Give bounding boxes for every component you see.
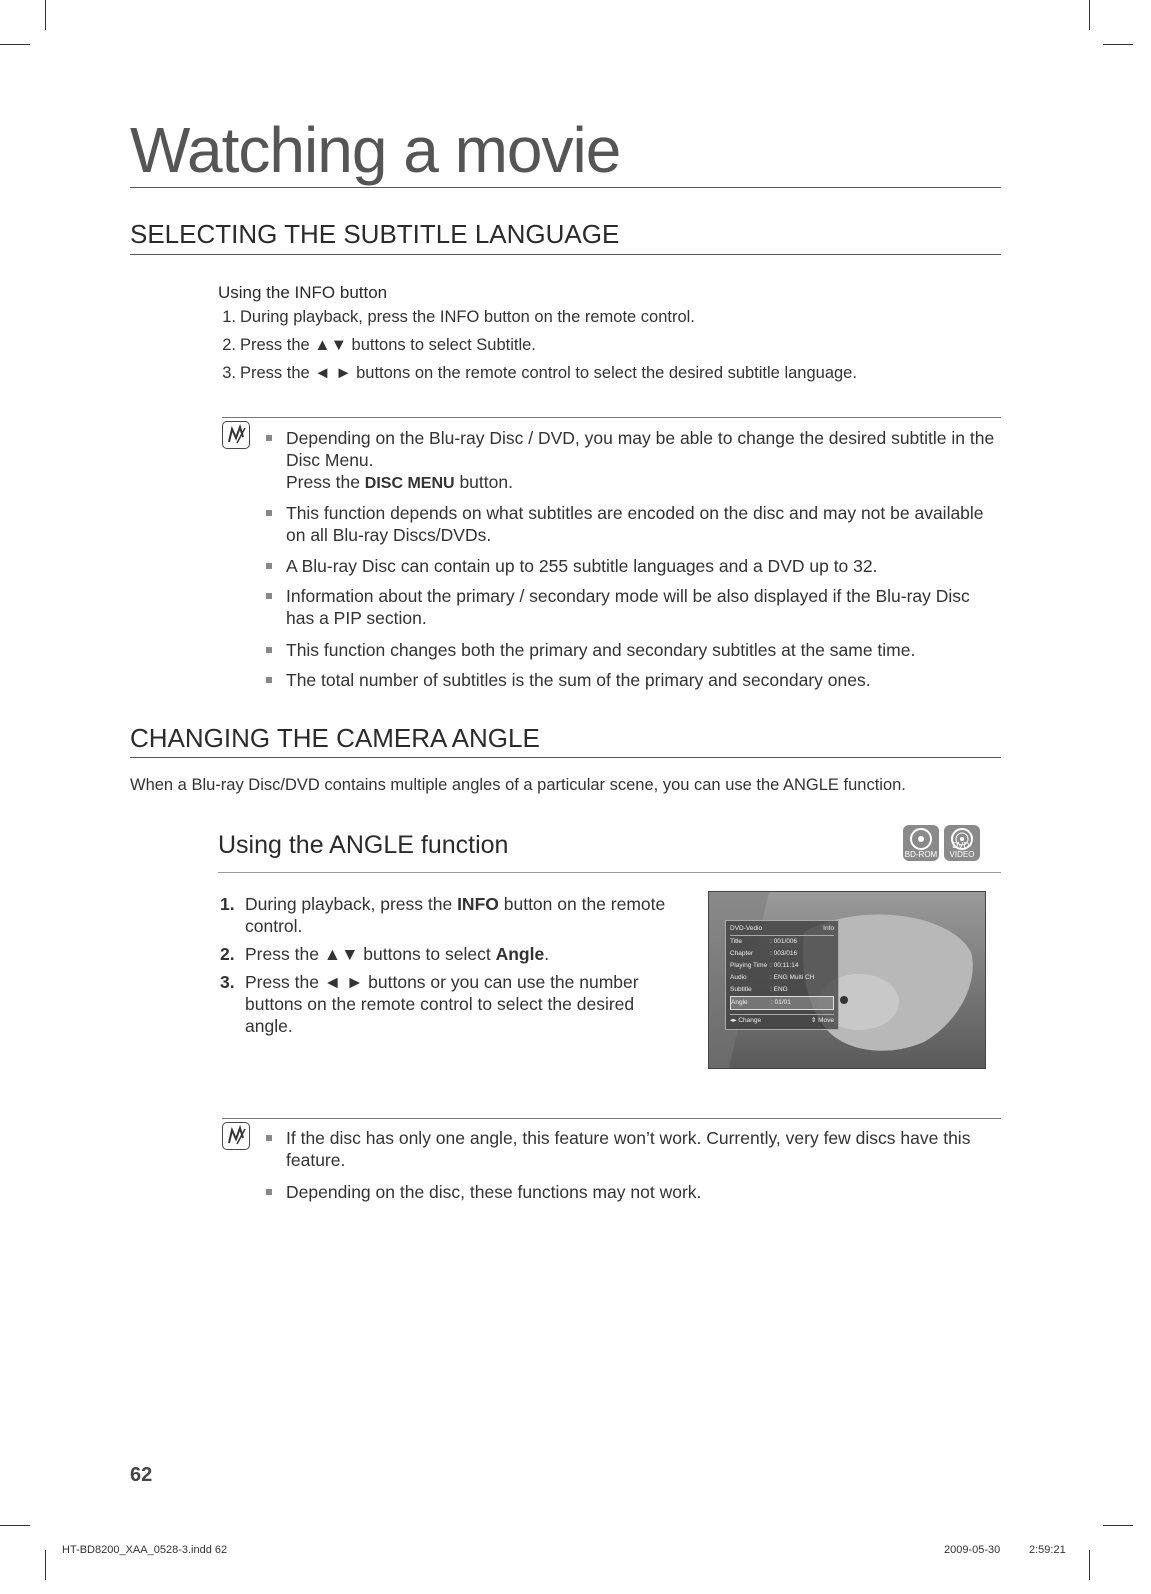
footer-date: 2009-05-30	[944, 1544, 1001, 1556]
note-rule	[222, 417, 1001, 418]
page-number: 62	[130, 1464, 153, 1486]
angle-step-3	[216, 971, 686, 1037]
crop-mark	[1089, 1550, 1090, 1580]
crop-mark	[0, 1525, 30, 1526]
section-heading-subtitle: SELECTING THE SUBTITLE LANGUAGE	[130, 219, 620, 249]
footer-time: 2:59:21	[1029, 1544, 1066, 1556]
osd-key: Chapter	[730, 950, 754, 957]
note-text: The total number of subtitles is the sum of the primary and secondary ones.	[286, 670, 871, 690]
osd-row	[730, 984, 834, 996]
title-rule	[130, 187, 1001, 188]
osd-key: Audio	[730, 974, 747, 981]
osd-row	[730, 972, 834, 984]
note-text: Depending on the disc, these functions may not work.	[286, 1182, 702, 1202]
note-text: Depending on the Blu-ray Disc / DVD, you may be able to change the desired subtitle in the Disc Menu.	[286, 428, 995, 470]
note-item	[262, 555, 1002, 577]
osd-key: Playing Time	[730, 962, 768, 969]
disc-label: BD-ROM	[904, 850, 938, 859]
sub-heading-rule	[218, 872, 1001, 873]
note-extra-suffix: button.	[454, 472, 513, 492]
note-item	[262, 669, 1002, 691]
left-right-arrow-icon: ◂▸	[730, 1017, 739, 1024]
section-rule	[130, 254, 1001, 255]
subtitle-step-3	[214, 363, 857, 384]
crop-mark	[1103, 1525, 1133, 1526]
step-text-pre: Press the ▲▼ buttons to select	[245, 944, 496, 964]
osd-value: : ENG	[770, 986, 788, 993]
note-item	[262, 427, 1002, 495]
note-item	[262, 585, 1002, 629]
note-icon	[222, 1122, 250, 1150]
step-number: 3.	[220, 972, 235, 992]
osd-header-left: DVD-Vedio	[730, 925, 763, 932]
step-number: 2.	[222, 336, 236, 354]
step-text: Press the ◄ ► buttons on the remote control to select the desired subtitle language.	[240, 364, 857, 382]
bullet-square-icon	[266, 563, 272, 569]
step-text-bold: Angle	[495, 944, 545, 964]
crop-mark	[1089, 0, 1090, 30]
osd-key: Angle	[731, 999, 748, 1006]
osd-value: : 003/016	[770, 950, 798, 957]
step-number: 1.	[220, 894, 235, 914]
osd-footer-left-label: Change	[738, 1017, 762, 1024]
angle-step-1	[216, 893, 686, 937]
step-text-bold: INFO	[457, 894, 499, 914]
crop-mark	[0, 44, 30, 45]
note-rule	[222, 1118, 1001, 1119]
osd-row	[730, 960, 834, 972]
dvd-video-disc-icon	[944, 825, 980, 861]
osd-value: : 01/01	[771, 999, 791, 1006]
osd-value: : ENG Multi CH	[770, 974, 815, 981]
note-extra-prefix: Press the	[286, 472, 365, 492]
step-text-pre: Press the ◄ ► buttons or you can use the number buttons on the remote control to select the desired angle.	[245, 972, 639, 1036]
sub-label-info-button: Using the INFO button	[218, 283, 388, 302]
section-rule	[130, 757, 1001, 758]
screen-image	[708, 891, 986, 1069]
subtitle-step-1	[214, 307, 695, 328]
step-text-post: .	[544, 944, 550, 964]
crop-mark	[1103, 44, 1133, 45]
footer-file: HT-BD8200_XAA_0528-3.indd 62	[62, 1544, 228, 1556]
osd-key: Title	[730, 938, 743, 945]
section-heading-angle: CHANGING THE CAMERA ANGLE	[130, 723, 540, 753]
up-down-arrow-icon: ⇕	[810, 1017, 819, 1024]
step-number: 3.	[222, 364, 236, 382]
bullet-square-icon	[266, 1135, 272, 1141]
disc-label: DVD-VIDEO	[949, 841, 975, 859]
osd-value: : 001/006	[770, 938, 798, 945]
osd-footer-left	[730, 1015, 761, 1027]
osd-row	[730, 948, 834, 960]
bd-rom-disc-icon	[903, 825, 939, 861]
note-text: A Blu-ray Disc can contain up to 255 subtitle languages and a DVD up to 32.	[286, 556, 878, 576]
osd-footer	[730, 1014, 834, 1027]
note-text: Information about the primary / secondary mode will be also displayed if the Blu-ray Disc has a PIP section.	[286, 586, 970, 628]
osd-header	[730, 923, 834, 936]
angle-steps	[216, 893, 686, 1043]
sub-heading-angle-function: Using the ANGLE function	[218, 831, 509, 859]
step-text-pre: During playback, press the	[245, 894, 458, 914]
step-number: 1.	[222, 308, 236, 326]
note-item	[262, 1127, 1002, 1171]
note-text: If the disc has only one angle, this feature won’t work. Currently, very few discs have this feature.	[286, 1128, 971, 1170]
crop-mark	[45, 0, 46, 30]
bullet-square-icon	[266, 1189, 272, 1195]
disc-menu-label: DISC MENU	[364, 475, 455, 492]
subtitle-step-2	[214, 335, 536, 356]
osd-row	[730, 936, 834, 948]
bullet-square-icon	[266, 647, 272, 653]
bullet-square-icon	[266, 510, 272, 516]
note-text: This function depends on what subtitles are encoded on the disc and may not be available on all Blu-ray Discs/DVDs.	[286, 503, 984, 545]
step-text-post: button on the remote control.	[245, 894, 666, 936]
osd-footer-right-label: Move	[818, 1017, 834, 1024]
bullet-square-icon	[266, 435, 272, 441]
step-text: Press the ▲▼ buttons to select Subtitle.	[240, 336, 536, 354]
bullet-square-icon	[266, 593, 272, 599]
note-item	[262, 639, 1002, 661]
crop-mark	[45, 1550, 46, 1580]
bullet-square-icon	[266, 677, 272, 683]
osd-value: : 00:11:14	[770, 962, 799, 969]
osd-footer-right	[811, 1015, 834, 1027]
angle-intro: When a Blu-ray Disc/DVD contains multiple angles of a particular scene, you can use the ANGLE function.	[130, 776, 906, 794]
info-osd-panel	[725, 920, 839, 1030]
step-number: 2.	[220, 944, 235, 964]
note-text: This function changes both the primary and secondary subtitles at the same time.	[286, 640, 916, 660]
note-icon	[222, 421, 250, 449]
step-text: During playback, press the INFO button on the remote control.	[240, 308, 695, 326]
angle-step-2	[216, 943, 686, 965]
page-title: Watching a movie	[130, 114, 621, 186]
osd-row-selected	[730, 996, 834, 1010]
note-item	[262, 1181, 1002, 1203]
osd-header-right: Info	[823, 925, 834, 932]
note-item	[262, 502, 1002, 546]
osd-key: Subtitle	[730, 986, 752, 993]
